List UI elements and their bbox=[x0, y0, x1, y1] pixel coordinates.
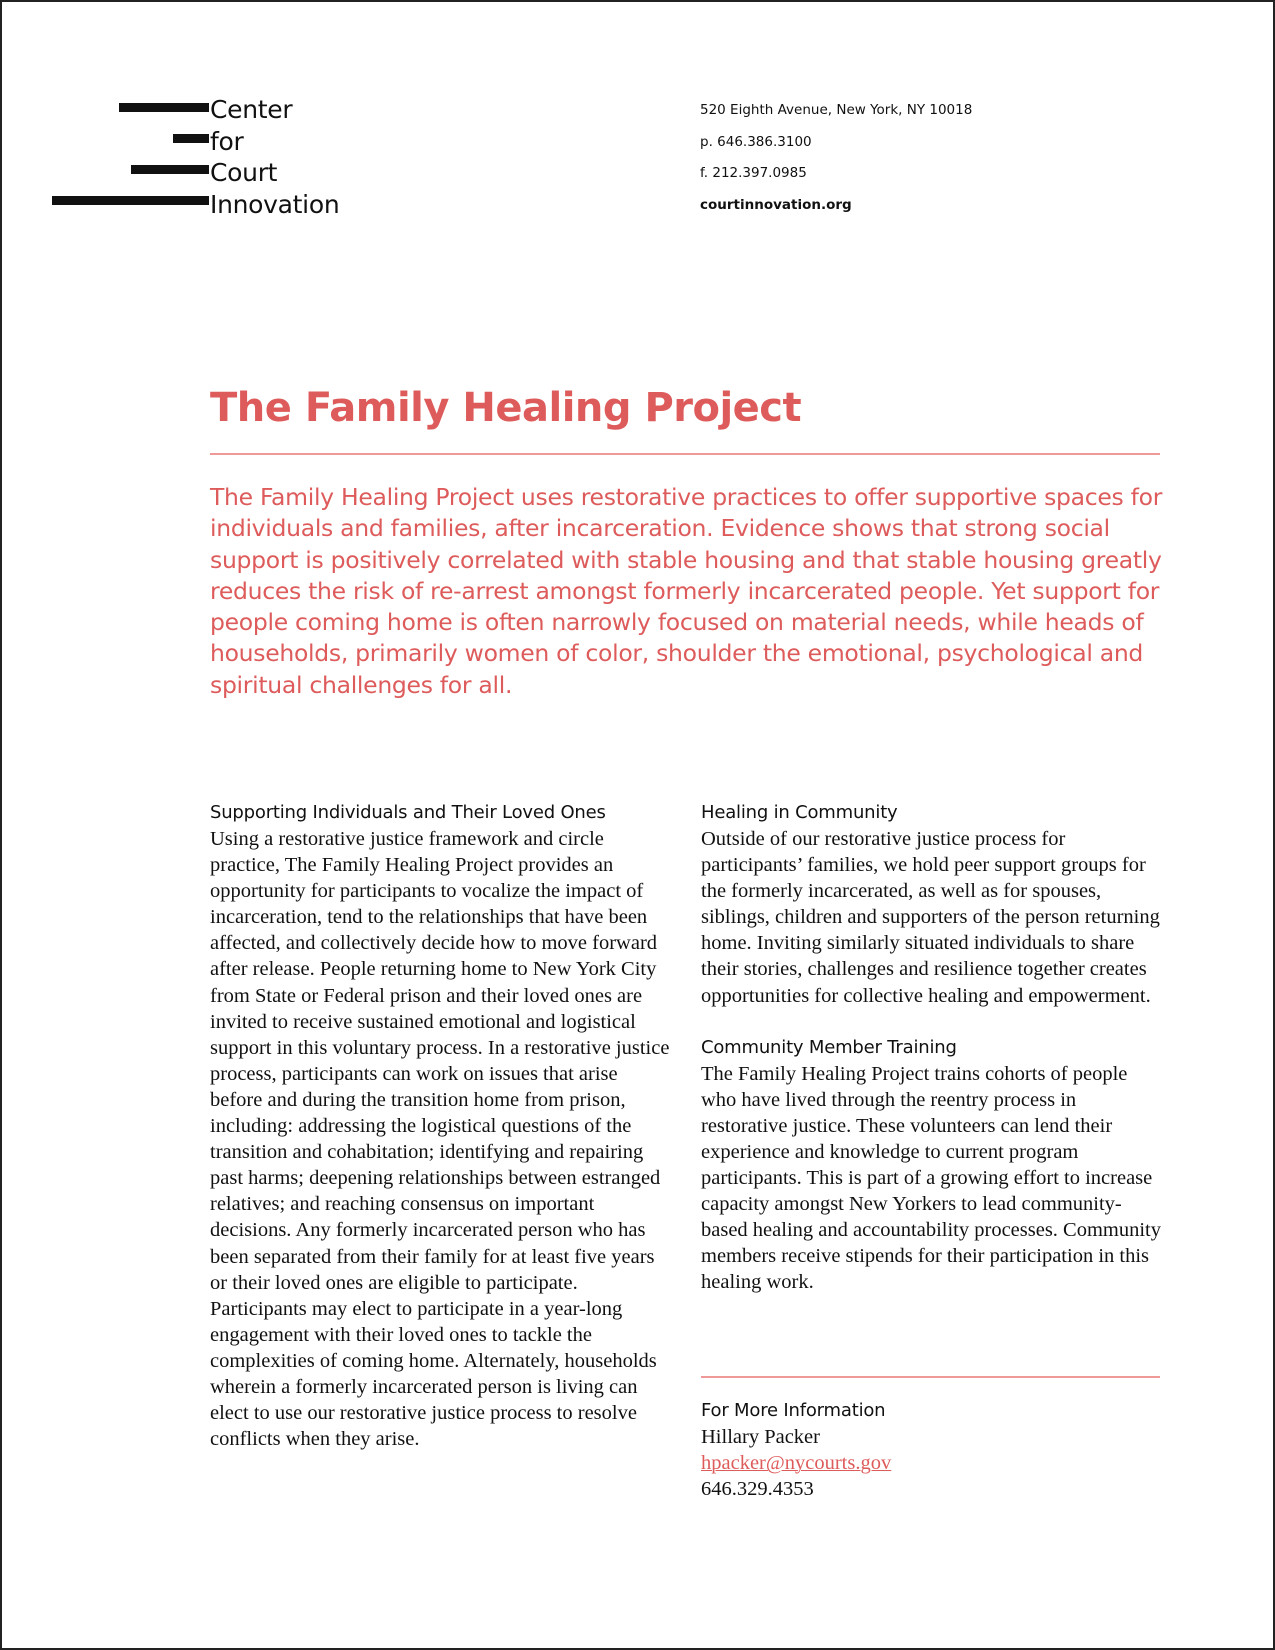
title-divider bbox=[210, 453, 1160, 455]
org-address: 520 Eighth Avenue, New York, NY 10018 bbox=[700, 102, 973, 118]
contact-phone: 646.329.4353 bbox=[701, 1478, 814, 1501]
logo-line-center: Center bbox=[210, 95, 293, 124]
section-heading-supporting: Supporting Individuals and Their Loved Ones bbox=[210, 802, 606, 823]
logo-bar-4 bbox=[52, 196, 209, 205]
logo-bar-2 bbox=[173, 134, 209, 143]
section-body-healing: Outside of our restorative justice process for participants’ families, we hold peer support groups for the formerly incarcerated, as well as for spouses, siblings, children and supporters of the person returning home. Inviting similarly situated individuals to share their stories, challenges and resilience together creates opportunities for collective healing and empowerment. bbox=[701, 828, 1160, 1007]
org-logo bbox=[52, 94, 372, 219]
more-info-heading: For More Information bbox=[701, 1400, 886, 1421]
section-gap bbox=[701, 1009, 1163, 1035]
contact-name: Hillary Packer bbox=[701, 1426, 820, 1448]
section-body-training: The Family Healing Project trains cohorts of people who have lived through the reentry process in restorative justice. These volunteers can lend their experience and knowledge to current program participants. This is part of a growing effort to increase capacity amongst New Yorkers to lead community-based healing and accountability processes. Community members receive stipends for their participation in this healing work. bbox=[701, 1062, 1161, 1294]
org-contact-block bbox=[700, 100, 972, 226]
org-phone: p. 646.386.3100 bbox=[700, 133, 812, 150]
logo-wordmark bbox=[210, 94, 339, 220]
logo-bar-1 bbox=[119, 103, 209, 112]
org-website: courtinnovation.org bbox=[700, 196, 852, 213]
section-body-supporting: Using a restorative justice framework and circle practice, The Family Healing Project provides an opportunity for participants to vocalize the impact of incarceration, tend to the relationships that have been affected, and collectively decide how to move forward after release. People returning home to New York City from State or Federal prison and their loved ones are invited to receive sustained emotional and logistical support in this voluntary process. In a restorative justice process, participants can work on issues that arise before and during the transition home from prison, including: addressing the logistical questions of the transition and cohabitation; identifying and repairing past harms; deepening relationships between estranged relatives; and reaching consensus on important decisions. Any formerly incarcerated person who has been separated from their family for at least five years or their loved ones are eligible to participate. Participants may elect to participate in a year-long engagement with their loved ones to tackle the complexities of coming home. Alternately, households wherein a formerly incarcerated person is living can elect to use our restorative justice process to resolve conflicts when they arise. bbox=[210, 828, 670, 1451]
intro-paragraph: The Family Healing Project uses restorative practices to offer supportive spaces for individuals and families, after incarceration. Evidence shows that strong social support is positively correlated with stable housing and that stable housing greatly reduces the risk of re-arrest amongst formerly incarcerated people. Yet support for people coming home is often narrowly focused on material needs, while heads of households, primarily women of color, shoulder the emotional, psychological and spiritual challenges for all. bbox=[210, 483, 1163, 699]
logo-line-court: Court bbox=[210, 158, 278, 187]
contact-email-link[interactable]: hpacker@nycourts.gov bbox=[701, 1452, 892, 1475]
section-heading-healing: Healing in Community bbox=[701, 802, 898, 823]
org-fax: f. 212.397.0985 bbox=[700, 165, 807, 181]
page-title: The Family Healing Project bbox=[210, 385, 802, 431]
section-heading-training: Community Member Training bbox=[701, 1036, 957, 1058]
info-divider bbox=[701, 1376, 1160, 1378]
more-info-block bbox=[701, 1398, 1161, 1502]
logo-line-innovation: Innovation bbox=[210, 189, 340, 219]
logo-bar-3 bbox=[131, 165, 209, 174]
left-column bbox=[210, 800, 672, 1452]
right-column bbox=[701, 800, 1163, 1296]
logo-line-for: for bbox=[210, 126, 244, 156]
